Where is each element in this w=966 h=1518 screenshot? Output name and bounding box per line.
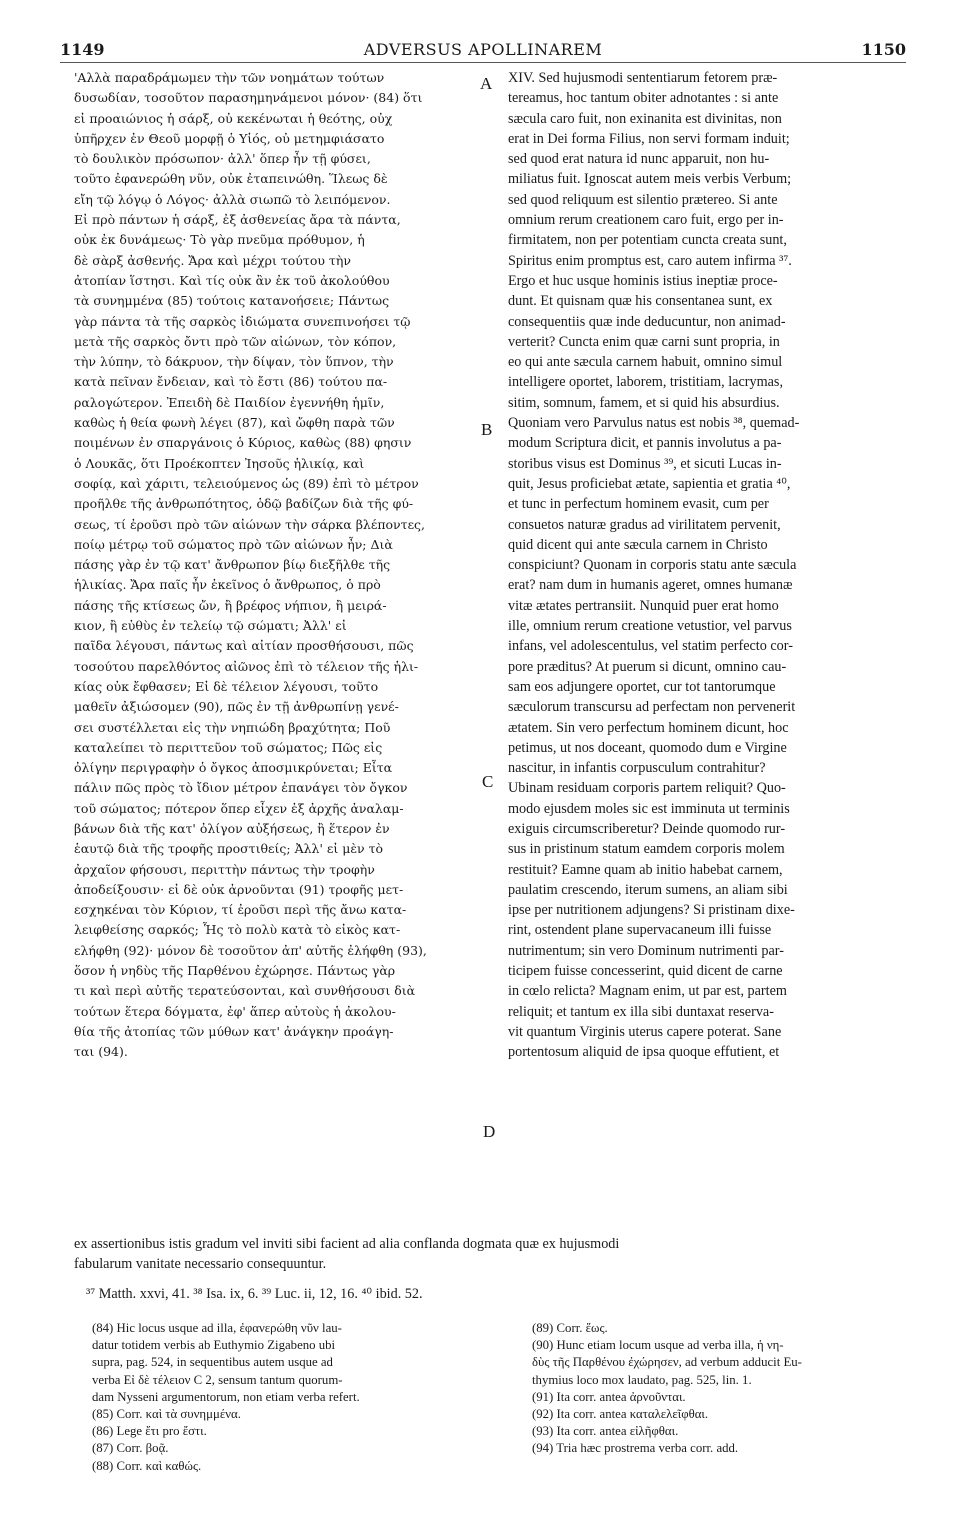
latin-text-line: modum Scriptura dicit, et pannis involutus a pa- xyxy=(508,435,782,452)
latin-text-line: XIV. Sed hujusmodi sententiarum fetorem præ- xyxy=(508,70,778,86)
greek-text-line: κίας οὐκ ἔφθασεν; Εἰ δὲ τέλειον λέγουσι, τοῦτο xyxy=(74,678,379,694)
greek-text-line: κιον, ἢ εὐθὺς ἐν τελείῳ τῷ σώματι; Ἀλλ' εἰ xyxy=(74,618,347,634)
greek-text-line: πάσης τῆς κτίσεως ὤν, ἢ βρέφος νήπιον, ἢ μειρά- xyxy=(74,597,387,613)
greek-text-line: γὰρ πάντα τὰ τῆς σαρκὸς ἰδιώματα συνεπινοήσει τῷ xyxy=(74,313,411,329)
latin-text-line: eo qui ante sæcula carnem habuit, omnino simul xyxy=(508,354,783,371)
latin-text-line: quid dicent qui ante sæcula carnem in Christo xyxy=(508,536,768,553)
greek-text-line: τὴν λύπην, τὸ δάκρυον, τὴν δίψαν, τὸν ὕπνον, τὴν xyxy=(74,354,394,370)
continuation-line: ex assertionibus istis gradum vel inviti sibi facient ad alia conflanda dogmata quæ ex hujusmodi xyxy=(74,1236,620,1252)
greek-text-line: τοσούτου παρελθόντος αἰῶνος ἐπὶ τὸ τέλειον τῆς ἡλι- xyxy=(74,658,419,674)
latin-text-line: omnium rerum creationem caro fuit, ergo per in- xyxy=(508,212,784,229)
footnote-line: supra, pag. 524, in sequentibus autem usque ad xyxy=(92,1355,333,1370)
section-marker-a: A xyxy=(480,74,493,93)
greek-text-line: σεως, τί ἐροῦσι πρὸ τῶν αἰώνων τὴν σάρκα βλέποντες, xyxy=(74,516,426,532)
footnote-line: (94) Tria hæc prostrema verba corr. add. xyxy=(532,1441,739,1456)
greek-text-line: Εἰ πρὸ πάντων ἡ σάρξ, ἐξ ἀσθενείας ἄρα τὰ πάντα, xyxy=(74,212,401,228)
latin-text-line: erat in Dei forma Filius, non servi formam induit; xyxy=(508,130,790,147)
greek-text-line: ραλογώτερον. Ἐπειδὴ δὲ Παιδίον ἐγεννήθη ἡμῖν, xyxy=(74,394,385,410)
latin-text-line: nutrimentum; sin vero Dominum nutrimenti par- xyxy=(508,942,784,959)
footnote-line: (88) Corr. καὶ καθώς. xyxy=(92,1458,202,1473)
latin-text-line: vit quantum Virginis uterus capere poterat. Sane xyxy=(508,1023,782,1040)
latin-text-line: tereamus, hoc tantum obiter adnotantes : si ante xyxy=(508,90,779,107)
latin-text-line: ticipem fuisse concesserint, quid dicent de carne xyxy=(508,963,783,980)
footnote-line: δὺς τῆς Παρθένου ἐχώρησεν, ad verbum adducit Eu- xyxy=(532,1355,802,1370)
footnote-line: (91) Ita corr. antea ἀρνοῦνται. xyxy=(532,1389,686,1404)
greek-text-line: τι καὶ περὶ αὐτῆς τερατεύσονται, καὶ συνθήσουσι διὰ xyxy=(74,983,416,999)
greek-text-line: τὸ δουλικὸν πρόσωπον· ἀλλ' ὅπερ ἦν τῇ φύσει, xyxy=(74,151,371,167)
latin-text-line: ipse per nutritionem adjungens? Si pristinam dixe- xyxy=(508,902,795,919)
header-rule xyxy=(60,62,906,63)
footnote-line: (89) Corr. ἕως. xyxy=(532,1321,608,1335)
greek-text-line: ται (94). xyxy=(74,1044,128,1060)
latin-text-line: petimus, ut nos doceant, quomodo dum e Virgine xyxy=(508,739,787,756)
latin-text-line: restituit? Eamne quam ab initio habebat carnem, xyxy=(508,861,783,878)
running-title: ADVERSUS APOLLINAREM xyxy=(363,40,603,59)
latin-text-line: exiguis circumscriberetur? Deinde quomodo rur- xyxy=(508,820,786,837)
greek-text-line: ἀποδείξουσιν· εἰ δὲ οὐκ ἀρνοῦνται (91) τροφῆς μετ- xyxy=(74,881,404,897)
greek-text-line: πάσης γὰρ ἐν τῷ κατ' ἄνθρωπον βίῳ διεξῆλθε τῆς xyxy=(74,557,391,573)
greek-text-line: καθὼς ἡ θεία φωνὴ λέγει (87), καὶ ὤφθη παρὰ τῶν xyxy=(74,415,395,431)
greek-text-line: ελήφθη (92)· μόνον δὲ τοσοῦτον ἀπ' αὐτῆς ἐλήφθη (93), xyxy=(74,942,427,958)
section-marker-c: C xyxy=(482,772,494,791)
greek-text-line: ὁ Λουκᾶς, ὅτι Προέκοπτεν Ἰησοῦς ἡλικίᾳ, καὶ xyxy=(74,455,365,471)
greek-text-line: ποιμένων ἐν σπαργάνοις ὁ Κύριος, καθὼς (88) φησιν xyxy=(74,435,412,451)
latin-text-line: sitim, somnum, famem, et si quid his absurdius. xyxy=(508,394,780,411)
footnote-line: (92) Ita corr. antea καταλελεῖφθαι. xyxy=(532,1406,709,1421)
latin-text-line: nascitur, in infantis corpusculum contrahitur? xyxy=(508,760,766,777)
latin-text-line: Spiritus enim promptus est, caro autem infirma ³⁷. xyxy=(508,252,792,269)
latin-text-line: in cœlo relicta? Magnam enim, ut par est, partem xyxy=(508,983,787,1000)
greek-text-line: ἀρχαῖον φήσουσι, περιττὴν πάντως τὴν τροφὴν xyxy=(74,861,375,877)
page-header xyxy=(60,40,906,64)
latin-text-line: pore præditus? At puerum si dicunt, omnino cau- xyxy=(508,658,787,675)
latin-text-line: infans, vel adolescentulus, vel statim perfecto cor- xyxy=(508,638,793,655)
greek-text-line: προῆλθε τῆς ἀνθρωπότητος, ὁδῷ βαδίζων διὰ τῆς φύ- xyxy=(74,496,414,512)
latin-text-line: sæculorum transcursu ad perfectam non pervenerit xyxy=(508,699,796,716)
scripture-references: ³⁷ Matth. xxvi, 41. ³⁸ Isa. ix, 6. ³⁹ Luc. ii, 12, 16. ⁴⁰ ibid. 52. xyxy=(86,1286,423,1302)
greek-text-line: ποίῳ μέτρῳ τοῦ σώματος πρὸ τῶν αἰώνων ἦν; Διὰ xyxy=(74,536,393,552)
latin-text-line: ille, omnium rerum creatione vetustior, vel parvus xyxy=(508,618,792,635)
footnote-line: (90) Hunc etiam locum usque ad verba illa, ἡ νη- xyxy=(532,1338,784,1353)
latin-text-line: sed quod reliquum est silentio prætereo. Si ante xyxy=(508,191,778,208)
latin-text-line: conspiciunt? Quonam in corporis statu ante sæcula xyxy=(508,557,797,574)
greek-text-line: ἑαυτῷ διὰ τῆς τροφῆς προστιθείς; Ἀλλ' εἰ μὲν τὸ xyxy=(74,841,384,857)
greek-text-line: λειφθείσης σαρκός; Ἧς τὸ πολὺ κατὰ τὸ εἰκὸς κατ- xyxy=(74,922,401,938)
latin-text-line: Quoniam vero Parvulus natus est nobis ³⁸, quemad- xyxy=(508,415,800,432)
latin-text-line: sæcula caro fuit, non exinanita est divinitas, non xyxy=(508,110,782,127)
greek-text-line: δυσωδίαν, τοσοῦτον παρασημηνάμενοι μόνον· (84) ὅτι xyxy=(74,90,423,106)
greek-text-line: εσχηκέναι τὸν Κύριον, τί ἐροῦσι περὶ τῆς ἄνω κατα- xyxy=(74,902,407,918)
latin-text-line: et tunc in perfectum hominem evasit, cum per xyxy=(508,496,769,513)
footnote-line: datur totidem verbis ab Euthymio Zigabeno ubi xyxy=(92,1338,336,1353)
footnote-line: verba Εἰ δὲ τέλειον C 2, sensum tantum quorum- xyxy=(92,1372,343,1387)
greek-text-line: οὐκ ἐκ δυνάμεως· Τὸ γὰρ πνεῦμα πρόθυμον, ἡ xyxy=(74,232,365,248)
right-page-number: 1150 xyxy=(861,40,906,59)
greek-text-line: θία τῆς ἀτοπίας τῶν μύθων κατ' ἀνάγκην προάγη- xyxy=(74,1023,394,1039)
greek-text-line: καταλείπει τὸ περιττεῦον τοῦ σώματος; Πῶς εἰς xyxy=(74,739,383,755)
continuation-text xyxy=(74,1234,619,1275)
greek-text-line: παῖδα λέγουσι, πάντως καὶ αἰτίαν προσθήσουσι, πῶς xyxy=(74,638,414,654)
greek-text-line: δὲ σὰρξ ἀσθενής. Ἄρα καὶ μέχρι τούτου τὴν xyxy=(74,252,351,268)
latin-text-line: consequentiis quæ inde deducuntur, non animad- xyxy=(508,313,786,330)
greek-text-line: τοῦτο ἐφανερώθη νῦν, οὐκ ἐταπεινώθη. Ἵλεως δὲ xyxy=(74,171,388,187)
latin-text-line: Ergo et huc usque hominis istius ineptiæ proce- xyxy=(508,272,778,289)
section-marker-b: B xyxy=(481,420,493,439)
latin-text-line: verterit? Cuncta enim quæ carni sunt propria, in xyxy=(508,333,780,350)
latin-text-line: reliquit; et tantum ex illa sibi duntaxat reserva- xyxy=(508,1003,774,1020)
latin-text-line: vitæ ætates pertransiit. Nunquid puer erat homo xyxy=(508,597,779,614)
footnote-line: dam Nysseni argumentorum, non etiam verba refert. xyxy=(92,1389,360,1404)
footnote-line: (84) Hic locus usque ad illa, ἐφανερώθη νῦν lau- xyxy=(92,1321,342,1335)
greek-text-line: 'Αλλὰ παραδράμωμεν τὴν τῶν νοημάτων τούτων xyxy=(74,70,385,85)
latin-text-line: consuetos naturæ gradus ad virilitatem pervenit, xyxy=(508,516,781,533)
footnotes-right xyxy=(532,1320,922,1458)
latin-text-line: sed quod erat natura id nunc apparuit, non hu- xyxy=(508,151,770,168)
greek-text-line: τοῦ σώματος; πότερον ὅπερ εἶχεν ἐξ ἀρχῆς ἀναλαμ- xyxy=(74,800,404,816)
latin-text-line: firmitatem, non per potentiam cuncta creata sunt, xyxy=(508,232,787,249)
left-page-number: 1149 xyxy=(60,40,105,59)
greek-text-line: πάλιν πῶς πρὸς τὸ ἴδιον μέτρον ἐπανάγει τὸν ὄγκον xyxy=(74,780,408,796)
latin-text-line: storibus visus est Dominus ³⁹, et sicuti Lucas in- xyxy=(508,455,782,472)
latin-text-line: paulatim crescendo, iterum sumens, an aliam sibi xyxy=(508,881,788,898)
greek-text-line: μετὰ τῆς σαρκὸς ὄντι πρὸ τῶν αἰώνων, τὸν κόπον, xyxy=(74,333,397,349)
greek-text-line: μαθεῖν ἀξιώσομεν (90), πῶς ἐν τῇ ἀνθρωπίνῃ γενέ- xyxy=(74,699,399,715)
latin-text-line: ætatem. Sin vero perfectum hominem dicunt, hoc xyxy=(508,719,789,736)
greek-text-line: κατὰ πεῖναν ἔνδειαν, καὶ τὸ ἔστι (86) τούτου πα- xyxy=(74,374,388,390)
greek-text-line: βάνων διὰ τῆς κατ' ὀλίγον αὐξήσεως, ἢ ἕτερον ἐν xyxy=(74,820,390,836)
greek-text-line: σει συστέλλεται εἰς τὴν νηπιώδη βραχύτητα; Ποῦ xyxy=(74,719,391,735)
section-marker-d: D xyxy=(483,1122,496,1141)
latin-text-line: rint, ostendent plane supervacaneum illi fuisse xyxy=(508,922,772,939)
greek-text-line: ὑπῆρχεν ἐν Θεοῦ μορφῇ ὁ Υἱός, οὐ μετημφιάσατο xyxy=(74,130,385,146)
footnote-line: (86) Lege ἔτι pro ἔστι. xyxy=(92,1424,207,1439)
greek-text-line: εἴη τῷ λόγῳ ὁ Λόγος· ἀλλὰ σιωπῶ τὸ λειπόμενον. xyxy=(74,191,391,207)
greek-text-line: ὅσον ἡ νηδὺς τῆς Παρθένου ἐχώρησε. Πάντως γὰρ xyxy=(74,963,396,979)
greek-text-line: ἡλικίας. Ἄρα παῖς ἦν ἐκεῖνος ὁ ἄνθρωπος, ὁ πρὸ xyxy=(74,577,381,593)
footnote-line: (93) Ita corr. antea εἰλῆφθαι. xyxy=(532,1424,679,1439)
footnote-line: thymius loco mox laudato, pag. 525, lin. 1. xyxy=(532,1372,752,1387)
continuation-line: fabularum vanitate necessario consequuntur. xyxy=(74,1256,327,1273)
latin-text-line: erat? nam dum in humanis ageret, omnes humanæ xyxy=(508,577,793,594)
greek-text-line: σοφίᾳ, καὶ χάριτι, τελειούμενος ὡς (89) ἐπὶ τὸ μέτρον xyxy=(74,475,419,491)
footnote-line: (85) Corr. καὶ τὰ συνημμένα. xyxy=(92,1406,241,1421)
latin-text-line: intelligere oportet, laborem, tristitiam, lacrymas, xyxy=(508,374,783,391)
latin-text-line: modo ejusdem moles sic est imminuta ut terminis xyxy=(508,800,790,817)
greek-text-column xyxy=(74,68,486,1063)
greek-text-line: τὰ συνημμένα (85) τούτοις κατανοήσειε; Πάντως xyxy=(74,293,390,309)
latin-text-line: Ubinam residuam corporis partem reliquit? Quo- xyxy=(508,780,786,797)
greek-text-line: εἰ προαιώνιος ἡ σάρξ, οὐ κεκένωται ἡ θεότης, οὐχ xyxy=(74,110,393,126)
latin-text-line: sam eos adjungere oportet, cur tot tantorumque xyxy=(508,678,776,695)
latin-text-line: sus in pristinum statum eamdem corporis molem xyxy=(508,841,785,858)
latin-text-column xyxy=(508,68,908,1063)
latin-text-line: miliatus fuit. Ignoscat autem meis verbis Verbum; xyxy=(508,171,792,188)
greek-text-line: ἀτοπίαν ἵστησι. Καὶ τίς οὐκ ἂν ἐκ τοῦ ἀκολούθου xyxy=(74,272,390,288)
greek-text-line: τούτων ἕτερα δόγματα, ἐφ' ἅπερ αὐτοὺς ἡ ἀκολου- xyxy=(74,1003,396,1019)
footnote-line: (87) Corr. βοᾷ. xyxy=(92,1441,169,1456)
latin-text-line: portentosum aliquid de ipsa quoque effutient, et xyxy=(508,1044,780,1061)
latin-text-line: quit, Jesus proficiebat ætate, sapientia et gratia ⁴⁰, xyxy=(508,475,791,492)
greek-text-line: ὀλίγην περιγραφὴν ὁ ὄγκος ἀποσμικρύνεται; Εἶτα xyxy=(74,760,393,776)
latin-text-line: dunt. Et quisnam quæ his consentanea sunt, ex xyxy=(508,293,773,310)
footnotes-left xyxy=(92,1320,492,1475)
